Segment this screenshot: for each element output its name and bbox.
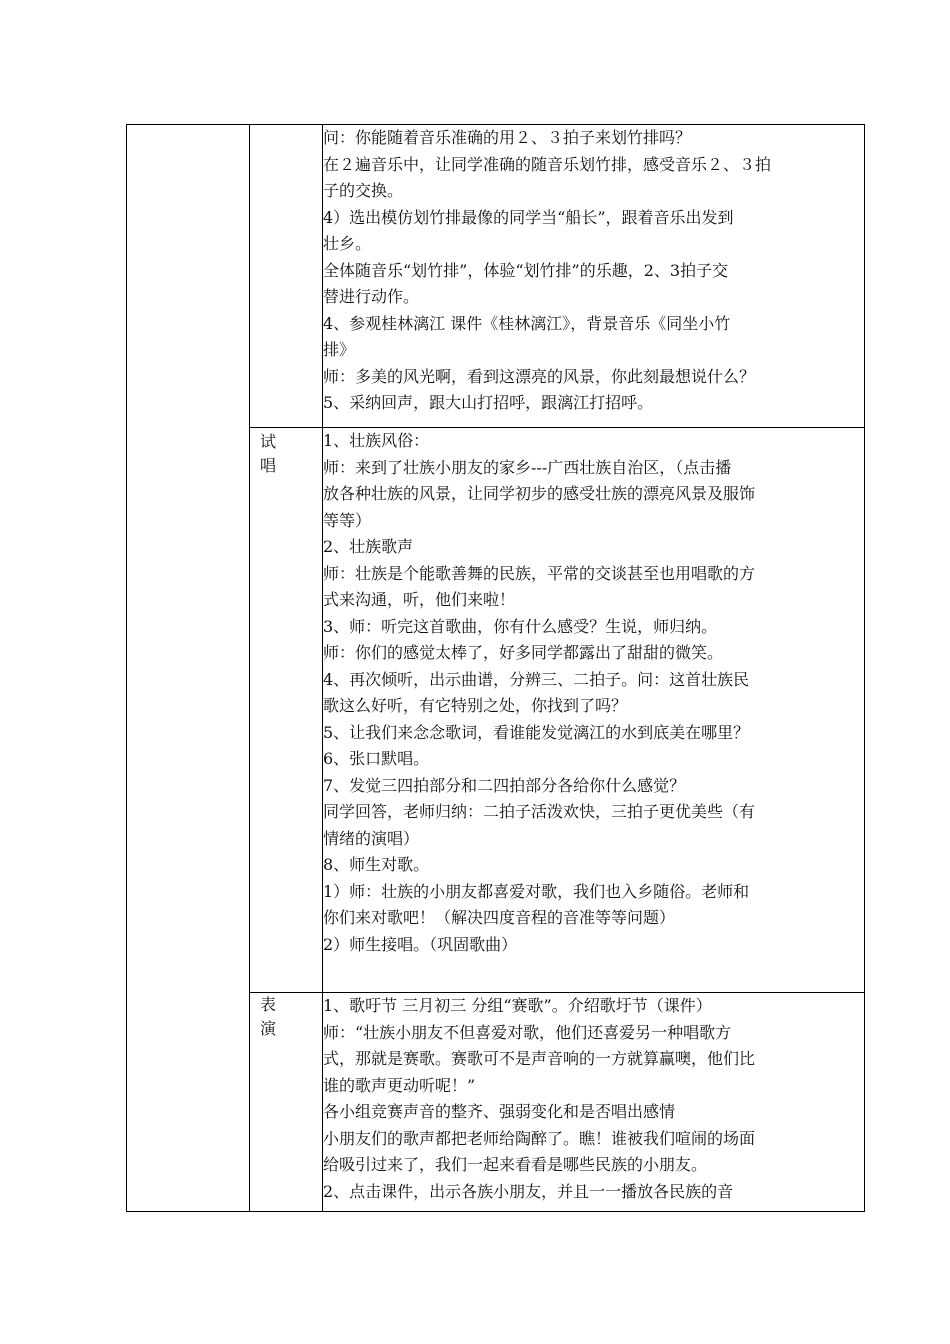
content-line: 全体随音乐“划竹排”，体验“划竹排”的乐趣，2、3拍子交: [323, 260, 729, 280]
content-line: 替进行动作。: [323, 287, 420, 306]
content-line: 问：你能随着音乐准确的用２、３拍子来划竹排吗？: [323, 128, 692, 147]
stage-label-cell: [250, 125, 323, 428]
content-line: 3、师：听完这首歌曲，你有什么感受？生说，师归纳。: [323, 616, 718, 636]
content-line: 小朋友们的歌声都把老师给陶醉了。瞧！谁被我们喧闹的场面: [323, 1128, 756, 1148]
content-line: 师：壮族是个能歌善舞的民族，平常的交谈甚至也用唱歌的方: [323, 563, 756, 583]
content-line: 6、张口默唱。: [323, 749, 430, 768]
content-line: 给吸引过来了，我们一起来看看是哪些民族的小朋友。: [323, 1155, 708, 1174]
content-line: 4、再次倾听，出示曲谱，分辨三、二拍子。问：这首壮族民: [323, 669, 750, 689]
stage-label-cell: [250, 428, 323, 993]
content-line: 师：你们的感觉太棒了，好多同学都露出了甜甜的微笑。: [323, 643, 724, 662]
content-line: 式，那就是赛歌。赛歌可不是声音响的一方就算赢噢，他们比: [323, 1049, 756, 1068]
content-line: 你们来对歌吧！（解决四度音程的音准等等问题）: [323, 908, 676, 927]
outer-left-cell: [127, 125, 250, 1212]
content-line: 师：“壮族小朋友不但喜爱对歌，他们还喜爱另一种唱歌方: [323, 1022, 732, 1042]
content-line: 同学回答，老师归纳：二拍子活泼欢快，三拍子更优美些（有: [323, 802, 756, 821]
content-line: 7、发觉三四拍部分和二四拍部分各给你什么感觉？: [323, 775, 686, 795]
content-line: 2、壮族歌声: [323, 537, 414, 556]
table-row: [127, 125, 865, 428]
content-line: 式来沟通，听，他们来啦！: [323, 590, 516, 609]
stage-label-singing: 试 唱: [260, 432, 277, 475]
content-line: 等等）: [323, 510, 372, 530]
content-line: 谁的歌声更动听呢！”: [323, 1075, 476, 1095]
content-line: 2）师生接唱。（巩固歌曲）: [323, 934, 518, 954]
stage-label-cell: [250, 993, 323, 1212]
content-line: 4、参观桂林漓江 课件《桂林漓江》，背景音乐《同坐小竹: [323, 313, 731, 333]
content-line: 5、采纳回声，跟大山打招呼，跟漓江打招呼。: [323, 393, 654, 412]
content-line: 壮乡。: [323, 234, 372, 253]
content-line: 子的交换。: [323, 181, 404, 200]
content-line: 在２遍音乐中，让同学准确的随音乐划竹排，感受音乐２、３拍: [323, 154, 772, 174]
content-line: 2、点击课件，出示各族小朋友，并且一一播放各民族的音: [323, 1181, 734, 1201]
content-line: 排》: [323, 340, 356, 359]
stage-label-performance: 表 演: [260, 995, 277, 1038]
content-line: 师：来到了壮族小朋友的家乡---广西壮族自治区，（点击播: [323, 457, 732, 477]
content-line: 8、师生对歌。: [323, 855, 430, 874]
content-line: 1）师：壮族的小朋友都喜爱对歌，我们也入乡随俗。老师和: [323, 881, 750, 901]
content-line: 师：多美的风光啊，看到这漂亮的风景，你此刻最想说什么？: [323, 366, 756, 386]
content-line: 放各种壮族的风景，让同学初步的感受壮族的漂亮风景及服饰: [323, 484, 756, 503]
stage-content-cell: [323, 125, 865, 428]
content-line: 1、歌吁节 三月初三 分组“赛歌”。介绍歌圩节（课件）: [323, 996, 712, 1015]
content-line: 1、壮族风俗：: [323, 431, 430, 450]
lesson-plan-table: [126, 124, 865, 1212]
stage-content-cell: [323, 993, 865, 1212]
content-line: 歌这么好听，有它特别之处，你找到了吗？: [323, 696, 628, 715]
content-line: 各小组竞赛声音的整齐、强弱变化和是否唱出感情: [323, 1102, 676, 1121]
content-line: 4）选出模仿划竹排最像的同学当“船长”，跟着音乐出发到: [323, 207, 734, 227]
content-line: 情绪的演唱）: [323, 828, 420, 848]
stage-content-cell: [323, 428, 865, 993]
content-line: 5、让我们来念念歌词，看谁能发觉漓江的水到底美在哪里？: [323, 722, 750, 742]
